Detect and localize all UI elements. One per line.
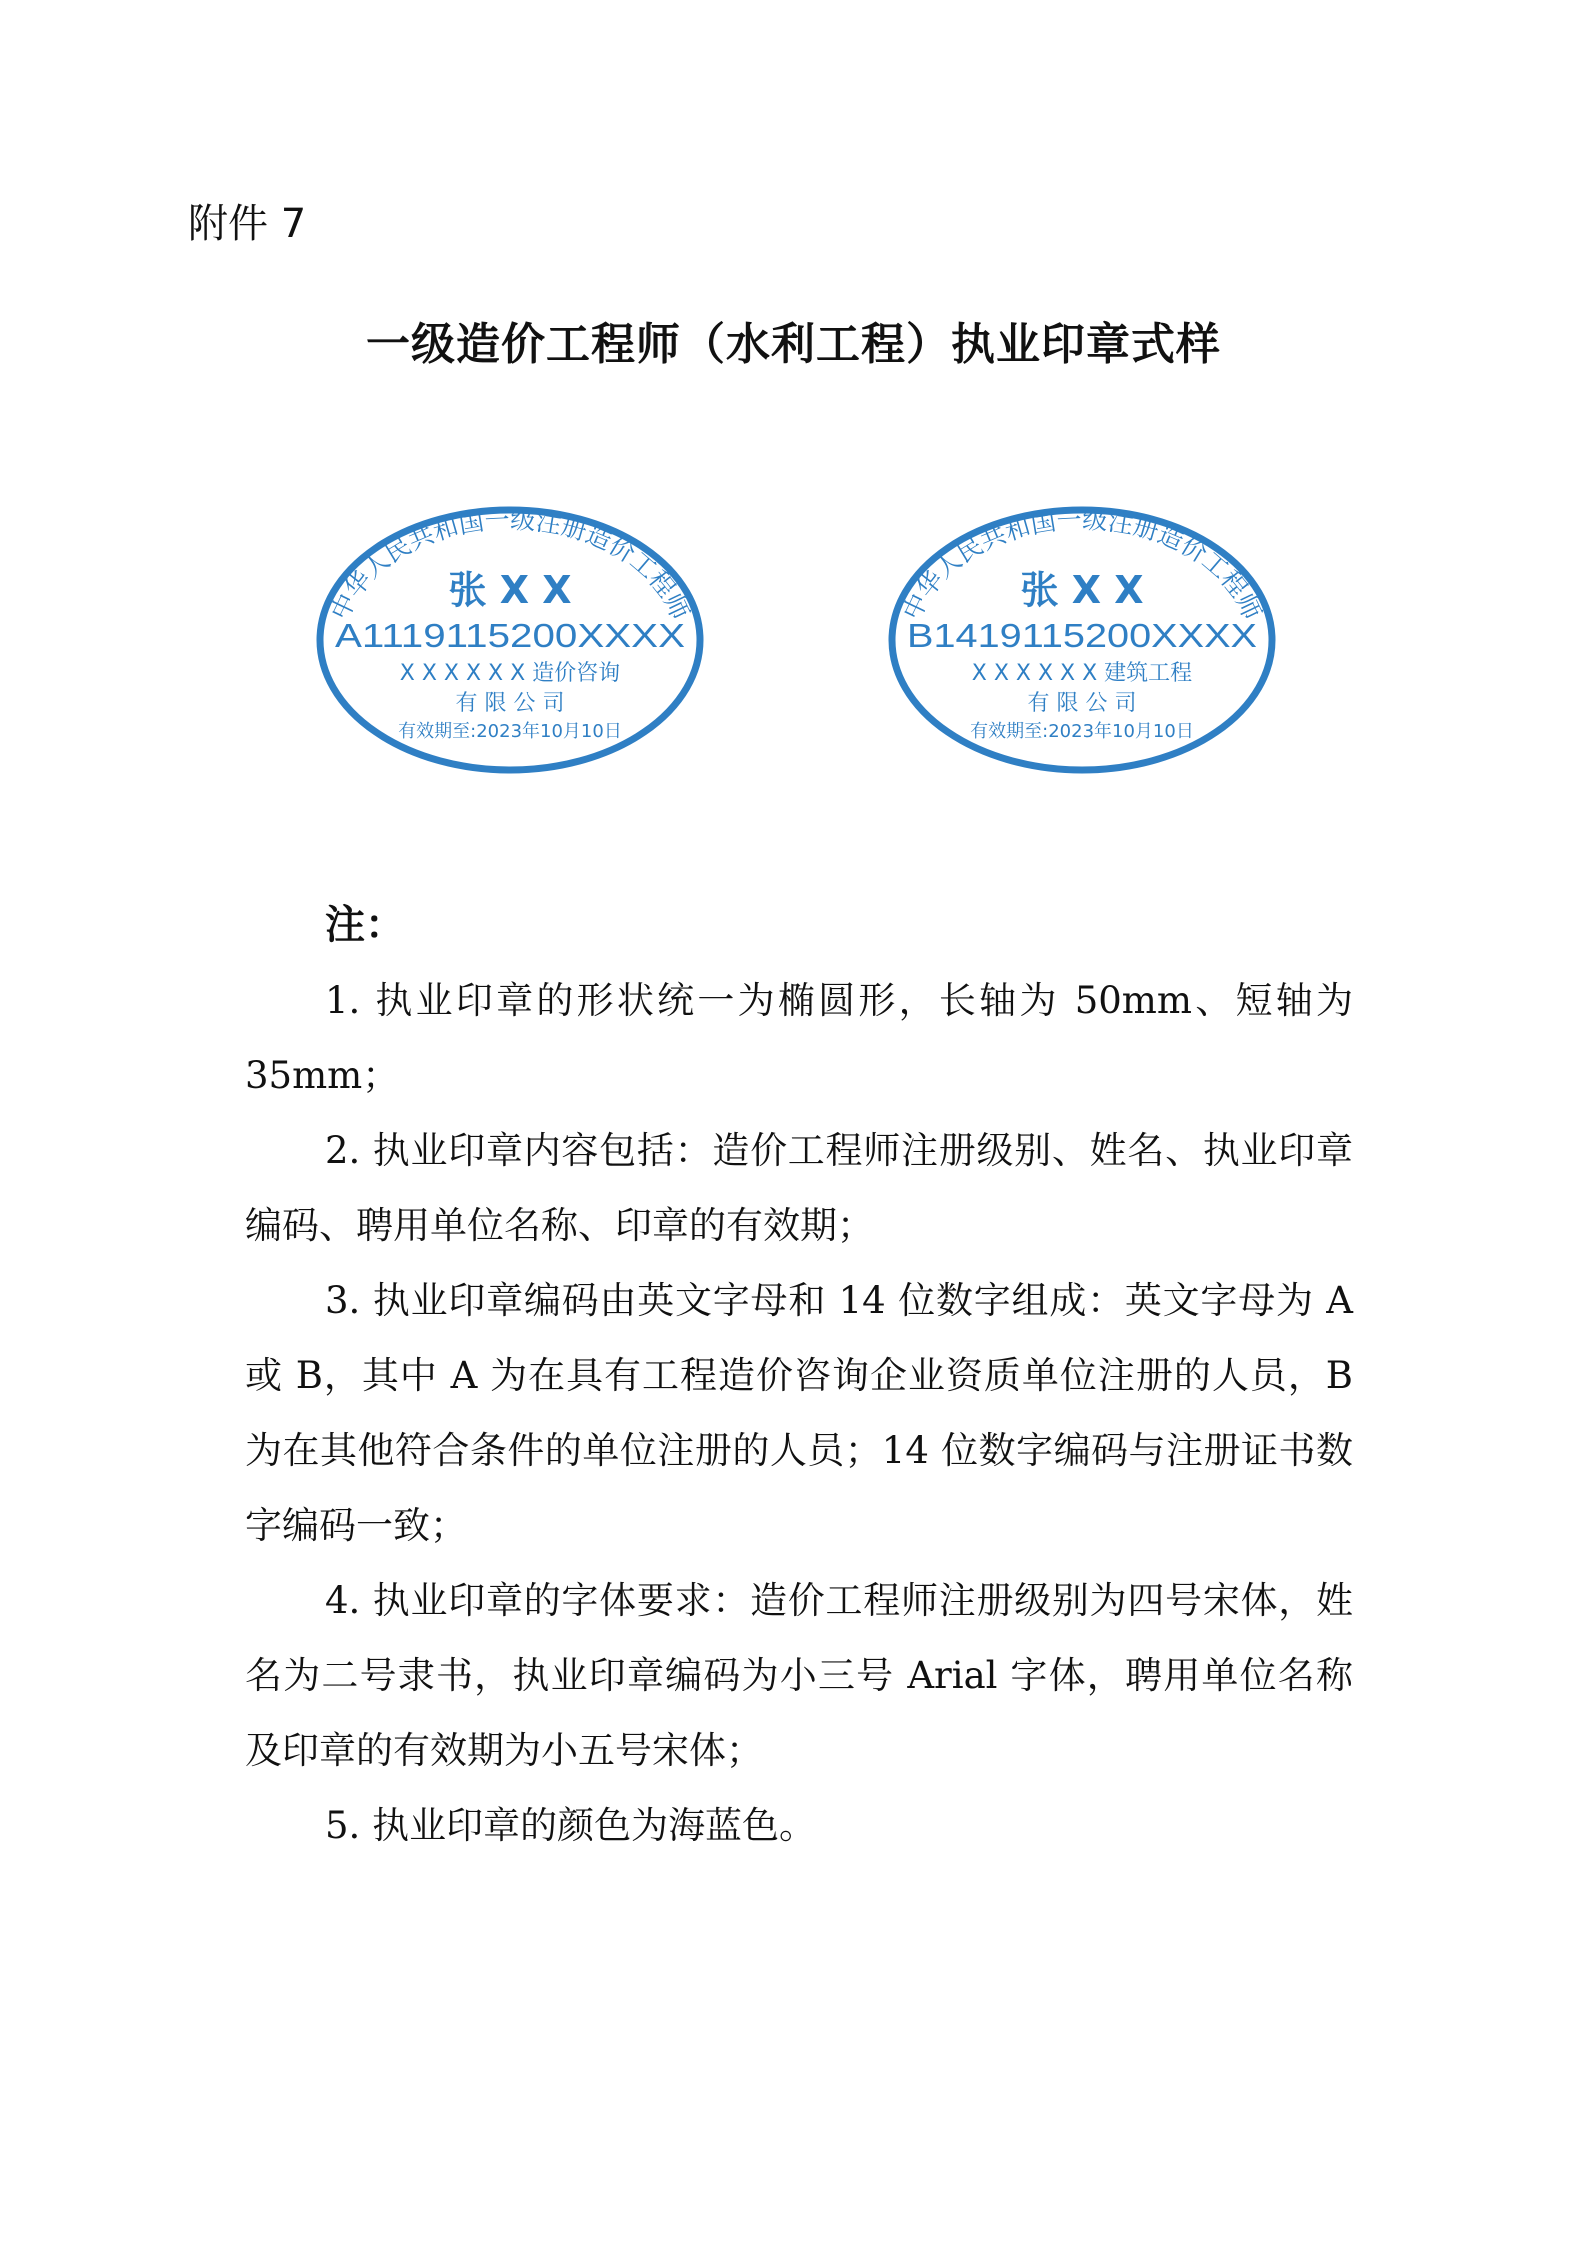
seal-b-code: B1419115200XXXX: [907, 617, 1257, 654]
seal-b: [882, 500, 1282, 780]
page-title: 一级造价工程师（水利工程）执业印章式样: [366, 319, 1221, 370]
seal-b-company-line1: X X X X X X 建筑工程: [971, 661, 1193, 686]
attachment-label: 附件 7: [188, 201, 307, 247]
seal-b-name: 张 X X: [1020, 568, 1144, 612]
seal-b-graphic: [882, 500, 1282, 780]
seal-b-arc-text: 中华人民共和国一级注册造价工程师: [897, 505, 1267, 625]
note-item: 2. 执业印章内容包括：造价工程师注册级别、姓名、执业印章编码、聘用单位名称、印章的有效期；: [245, 1129, 1353, 1247]
notes-label: 注：: [325, 902, 405, 948]
seal-a-arc-text: 中华人民共和国一级注册造价工程师: [325, 505, 695, 625]
notes-list: [245, 963, 1353, 1863]
seal-a-graphic: [310, 500, 710, 780]
seal-a-company-line2: 有 限 公 司: [455, 691, 565, 716]
seal-b-validity: 有效期至:2023年10月10日: [970, 721, 1194, 742]
note-item: 4. 执业印章的字体要求：造价工程师注册级别为四号宋体，姓名为二号隶书，执业印章编码为小三号 Arial 字体，聘用单位名称及印章的有效期为小五号宋体；: [245, 1579, 1353, 1772]
seal-a: [310, 500, 710, 780]
seal-a-name: 张 X X: [448, 568, 572, 612]
note-item: 5. 执业印章的颜色为海蓝色。: [325, 1804, 817, 1847]
note-item: 3. 执业印章编码由英文字母和 14 位数字组成：英文字母为 A 或 B，其中 A 为在具有工程造价咨询企业资质单位注册的人员，B 为在其他符合条件的单位注册的人员；14 位数字编码与注册证书数字编码一致；: [245, 1279, 1353, 1547]
seal-a-code: A1119115200XXXX: [335, 617, 685, 654]
seal-a-company-line1: X X X X X X 造价咨询: [399, 661, 621, 686]
seal-b-company-line2: 有 限 公 司: [1027, 691, 1137, 716]
seal-a-validity: 有效期至:2023年10月10日: [398, 721, 622, 742]
note-item: 1. 执业印章的形状统一为椭圆形，长轴为 50mm、短轴为 35mm；: [245, 979, 1353, 1097]
